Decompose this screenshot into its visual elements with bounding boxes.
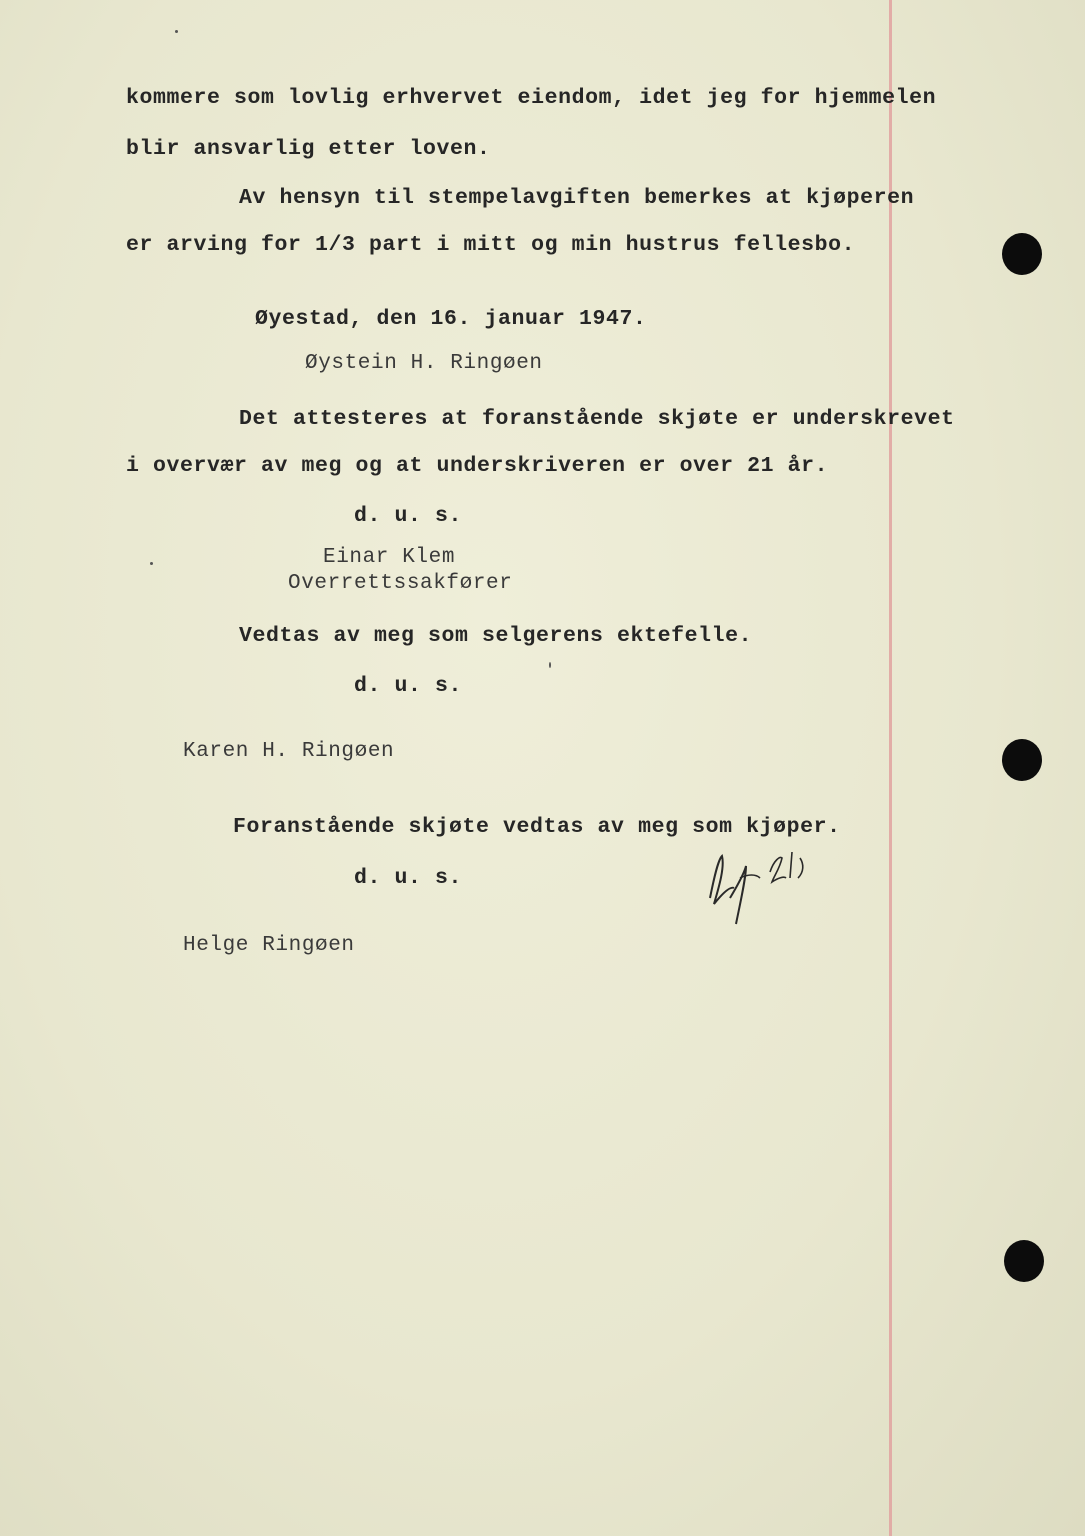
- seller-name: Øystein H. Ringøen: [305, 352, 543, 375]
- punch-hole: [1004, 1240, 1044, 1282]
- buyer-name: Helge Ringøen: [183, 934, 355, 957]
- attestation-line-2: i overvær av meg og at underskriveren er over 21 år.: [126, 454, 829, 478]
- paper-speck: [150, 562, 153, 565]
- paper-speck: [175, 30, 178, 33]
- spouse-acceptance: Vedtas av meg som selgerens ektefelle.: [239, 624, 753, 648]
- dus-2: d. u. s.: [354, 674, 463, 698]
- margin-rule: [889, 0, 892, 1536]
- buyer-acceptance: Foranstående skjøte vedtas av meg som kjøper.: [233, 815, 841, 839]
- dus-3: d. u. s.: [354, 866, 463, 890]
- body-line-2: blir ansvarlig etter loven.: [126, 137, 491, 161]
- body-line-3: Av hensyn til stempelavgiften bemerkes at kjøperen: [239, 186, 915, 210]
- place-date-line: Øyestad, den 16. januar 1947.: [255, 307, 647, 331]
- attestation-line-1: Det attesteres at foranstående skjøte er underskrevet: [239, 407, 955, 431]
- handwritten-initials: [700, 838, 820, 928]
- body-line-1: kommere som lovlig erhvervet eiendom, idet jeg for hjemmelen: [126, 86, 937, 110]
- punch-hole: [1002, 739, 1042, 781]
- dus-1: d. u. s.: [354, 504, 463, 528]
- spouse-name: Karen H. Ringøen: [183, 740, 395, 763]
- witness-title: Overrettssakfører: [288, 572, 513, 595]
- paper-speck: [549, 662, 551, 668]
- punch-hole: [1002, 233, 1042, 275]
- body-line-4: er arving for 1/3 part i mitt og min hustrus fellesbo.: [126, 233, 856, 257]
- witness-name: Einar Klem: [323, 546, 456, 569]
